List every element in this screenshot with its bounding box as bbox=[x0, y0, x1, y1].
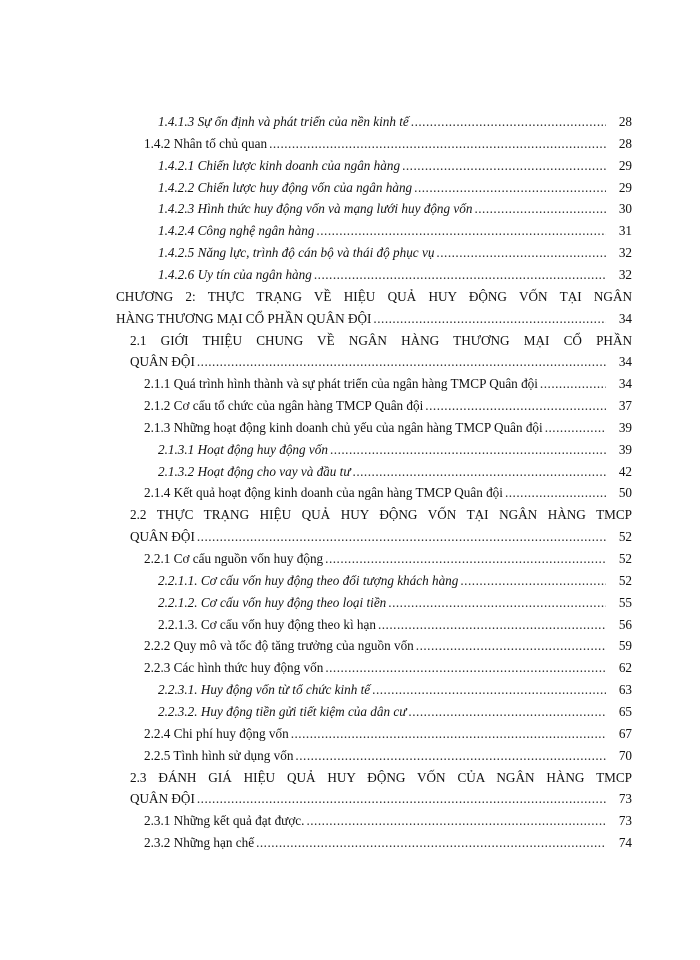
toc-entry bbox=[144, 660, 632, 676]
toc-entry-title: 2.1.1 Quá trình hình thành và sự phát triển của ngân hàng TMCP Quân đội bbox=[144, 376, 538, 392]
toc-dot-leader bbox=[436, 245, 606, 261]
toc-page-number: 59 bbox=[618, 638, 632, 654]
toc-entry-title: 1.4.2.2 Chiến lược huy động vốn của ngân hàng bbox=[158, 179, 413, 195]
toc-entry bbox=[158, 704, 632, 720]
toc-page-number: 62 bbox=[618, 660, 632, 676]
toc-page-number: 42 bbox=[618, 463, 632, 479]
toc-entry bbox=[158, 245, 632, 261]
toc-page-number: 34 bbox=[618, 354, 632, 370]
toc-entry-title: 1.4.2.1 Chiến lược kinh doanh của ngân hàng bbox=[158, 157, 401, 173]
toc-entry bbox=[130, 333, 632, 349]
toc-dot-leader bbox=[256, 835, 606, 851]
toc-entry bbox=[158, 617, 632, 633]
toc-page-number: 30 bbox=[618, 201, 632, 217]
toc-entry bbox=[130, 770, 632, 786]
toc-entry bbox=[158, 464, 632, 480]
toc-entry bbox=[158, 595, 632, 611]
toc-dot-leader bbox=[314, 267, 606, 283]
toc-page-number: 34 bbox=[618, 376, 632, 392]
toc-dot-leader bbox=[197, 529, 606, 545]
toc-page-number: 73 bbox=[618, 791, 632, 807]
toc-dot-leader bbox=[414, 180, 606, 196]
toc-entry-title: CHƯƠNG 2: THỰC TRẠNG VỀ HIỆU QUẢ HUY ĐỘNG VỐN TẠI NGÂN bbox=[116, 288, 632, 304]
toc-dot-leader bbox=[540, 376, 606, 392]
toc-page-number: 29 bbox=[618, 157, 632, 173]
toc-dot-leader bbox=[197, 354, 606, 370]
toc-entry bbox=[144, 551, 632, 567]
toc-page-number: 32 bbox=[618, 245, 632, 261]
toc-page-number: 73 bbox=[618, 813, 632, 829]
toc-entry-title: 1.4.2.4 Công nghệ ngân hàng bbox=[158, 223, 315, 239]
toc-entry bbox=[144, 638, 632, 654]
toc-entry-title: 2.2.3 Các hình thức huy động vốn bbox=[144, 660, 324, 676]
toc-entry-title: QUÂN ĐỘI bbox=[130, 791, 195, 807]
toc-entry bbox=[144, 420, 632, 436]
toc-entry-title: 2.3.1 Những kết quả đạt được. bbox=[144, 813, 305, 829]
toc-dot-leader bbox=[291, 726, 606, 742]
toc-entry bbox=[158, 267, 632, 283]
toc-dot-leader bbox=[416, 638, 606, 654]
toc-entry bbox=[130, 354, 632, 370]
toc-entry-title: 1.4.2.3 Hình thức huy động vốn và mạng lưới huy động vốn bbox=[158, 201, 473, 217]
toc-entry-title: 2.2.1.3. Cơ cấu vốn huy động theo kì hạn bbox=[158, 616, 376, 632]
toc-page-number: 52 bbox=[618, 551, 632, 566]
toc-dot-leader bbox=[402, 158, 606, 174]
toc-dot-leader bbox=[373, 311, 606, 327]
toc-entry bbox=[158, 114, 632, 130]
toc-entry-title: 2.2.4 Chi phí huy động vốn bbox=[144, 725, 289, 741]
toc-dot-leader bbox=[353, 464, 606, 480]
toc-entry bbox=[116, 289, 632, 305]
toc-page-number: 70 bbox=[618, 747, 632, 763]
toc-entry-title: 2.1.3 Những hoạt động kinh doanh chủ yếu của ngân hàng TMCP Quân đội bbox=[144, 419, 543, 435]
toc-entry-title: 2.2.1.1. Cơ cấu vốn huy động theo đối tượng khách hàng bbox=[158, 572, 459, 588]
toc-entry-title: QUÂN ĐỘI bbox=[130, 529, 195, 545]
toc-entry-title: 2.1.3.1 Hoạt động huy động vốn bbox=[158, 441, 328, 457]
toc-entry bbox=[158, 442, 632, 458]
toc-page-number: 39 bbox=[618, 419, 632, 435]
toc-dot-leader bbox=[505, 485, 606, 501]
toc-entry bbox=[144, 398, 632, 414]
toc-entry-title: 2.2.1 Cơ cấu nguồn vốn huy động bbox=[144, 551, 324, 566]
toc-dot-leader bbox=[545, 420, 606, 436]
toc-entry bbox=[158, 223, 632, 239]
toc-entry bbox=[144, 835, 632, 851]
toc-dot-leader bbox=[378, 617, 606, 633]
toc-entry bbox=[144, 726, 632, 742]
toc-entry-title: 2.2.5 Tình hình sử dụng vốn bbox=[144, 747, 294, 763]
toc-entry-title: 2.1.4 Kết quả hoạt động kinh doanh của ngân hàng TMCP Quân đội bbox=[144, 485, 503, 501]
toc-entry-title: 2.2.2 Quy mô và tốc độ tăng trưởng của nguồn vốn bbox=[144, 638, 414, 654]
toc-dot-leader bbox=[388, 595, 606, 611]
toc-page-number: 52 bbox=[618, 529, 632, 545]
toc-entry bbox=[144, 376, 632, 392]
toc-entry bbox=[158, 180, 632, 196]
toc-entry-title: 2.3 ĐÁNH GIÁ HIỆU QUẢ HUY ĐỘNG VỐN CỦA NGÂN HÀNG TMCP bbox=[130, 769, 632, 785]
toc-entry bbox=[130, 507, 632, 523]
toc-page-number: 67 bbox=[618, 725, 632, 741]
toc-entry-title: 2.3.2 Những hạn chế bbox=[144, 835, 255, 851]
toc-dot-leader bbox=[330, 442, 606, 458]
toc-entry-title: QUÂN ĐỘI bbox=[130, 354, 195, 370]
toc-entry bbox=[158, 573, 632, 589]
toc-page-number: 32 bbox=[618, 266, 632, 282]
toc-dot-leader bbox=[197, 791, 606, 807]
toc-entry bbox=[130, 529, 632, 545]
toc-entry-title: 1.4.2.5 Năng lực, trình độ cán bộ và thái độ phục vụ bbox=[158, 245, 435, 261]
toc-dot-leader bbox=[325, 551, 606, 567]
toc-dot-leader bbox=[306, 813, 606, 829]
toc-entry bbox=[158, 158, 632, 174]
toc-entry bbox=[144, 485, 632, 501]
toc-entry bbox=[116, 311, 632, 327]
toc-entry-title: 2.1.2 Cơ cấu tổ chức của ngân hàng TMCP Quân đội bbox=[144, 398, 424, 414]
toc-entry-title: 1.4.2 Nhân tố chủ quan bbox=[144, 135, 268, 151]
toc-entry-title: 2.2.1.2. Cơ cấu vốn huy động theo loại tiền bbox=[158, 594, 387, 610]
toc-entry-title: 2.2.3.2. Huy động tiền gửi tiết kiệm của dân cư bbox=[158, 703, 407, 719]
toc-page-number: 74 bbox=[618, 835, 632, 851]
toc-dot-leader bbox=[408, 704, 606, 720]
toc-page-number: 31 bbox=[618, 223, 632, 239]
toc-page-number: 39 bbox=[618, 441, 632, 457]
toc-dot-leader bbox=[325, 660, 606, 676]
toc-entry-title: 1.4.2.6 Uy tín của ngân hàng bbox=[158, 266, 312, 282]
toc-page-number: 34 bbox=[618, 310, 632, 326]
toc-dot-leader bbox=[316, 223, 606, 239]
toc-entry-title: 2.2 THỰC TRẠNG HIỆU QUẢ HUY ĐỘNG VỐN TẠI NGÂN HÀNG TMCP bbox=[130, 507, 632, 523]
toc-dot-leader bbox=[474, 201, 606, 217]
toc-entry bbox=[144, 748, 632, 764]
toc-page-number: 37 bbox=[618, 398, 632, 414]
toc-dot-leader bbox=[372, 682, 606, 698]
toc-entry bbox=[158, 201, 632, 217]
toc-page-number: 65 bbox=[618, 703, 632, 719]
toc-entry bbox=[144, 813, 632, 829]
toc-entry-title: 2.1.3.2 Hoạt động cho vay và đầu tư bbox=[158, 463, 351, 479]
toc-page-number: 52 bbox=[618, 572, 632, 588]
toc-page-number: 56 bbox=[618, 616, 632, 632]
toc-page-number: 28 bbox=[618, 114, 632, 129]
toc-page-number: 63 bbox=[618, 682, 632, 698]
toc-entry bbox=[130, 791, 632, 807]
toc-page-number: 50 bbox=[618, 485, 632, 501]
toc-dot-leader bbox=[411, 114, 606, 130]
toc-entry bbox=[158, 682, 632, 698]
toc-entry-title: 2.1 GIỚI THIỆU CHUNG VỀ NGÂN HÀNG THƯƠNG MẠI CỔ PHẦN bbox=[130, 332, 632, 348]
toc-dot-leader bbox=[295, 748, 606, 764]
toc-entry-title: 1.4.1.3 Sự ổn định và phát triển của nền kinh tế bbox=[158, 114, 409, 129]
toc-page-number: 55 bbox=[618, 594, 632, 610]
toc-entry bbox=[144, 136, 632, 152]
toc-dot-leader bbox=[269, 136, 606, 152]
toc-dot-leader bbox=[425, 398, 606, 414]
toc-entry-title: HÀNG THƯƠNG MẠI CỔ PHẦN QUÂN ĐỘI bbox=[116, 310, 372, 326]
toc-page-number: 28 bbox=[618, 135, 632, 151]
toc-page-number: 29 bbox=[618, 179, 632, 195]
toc-entry-title: 2.2.3.1. Huy động vốn từ tổ chức kinh tế bbox=[158, 682, 371, 698]
toc-dot-leader bbox=[460, 573, 606, 589]
